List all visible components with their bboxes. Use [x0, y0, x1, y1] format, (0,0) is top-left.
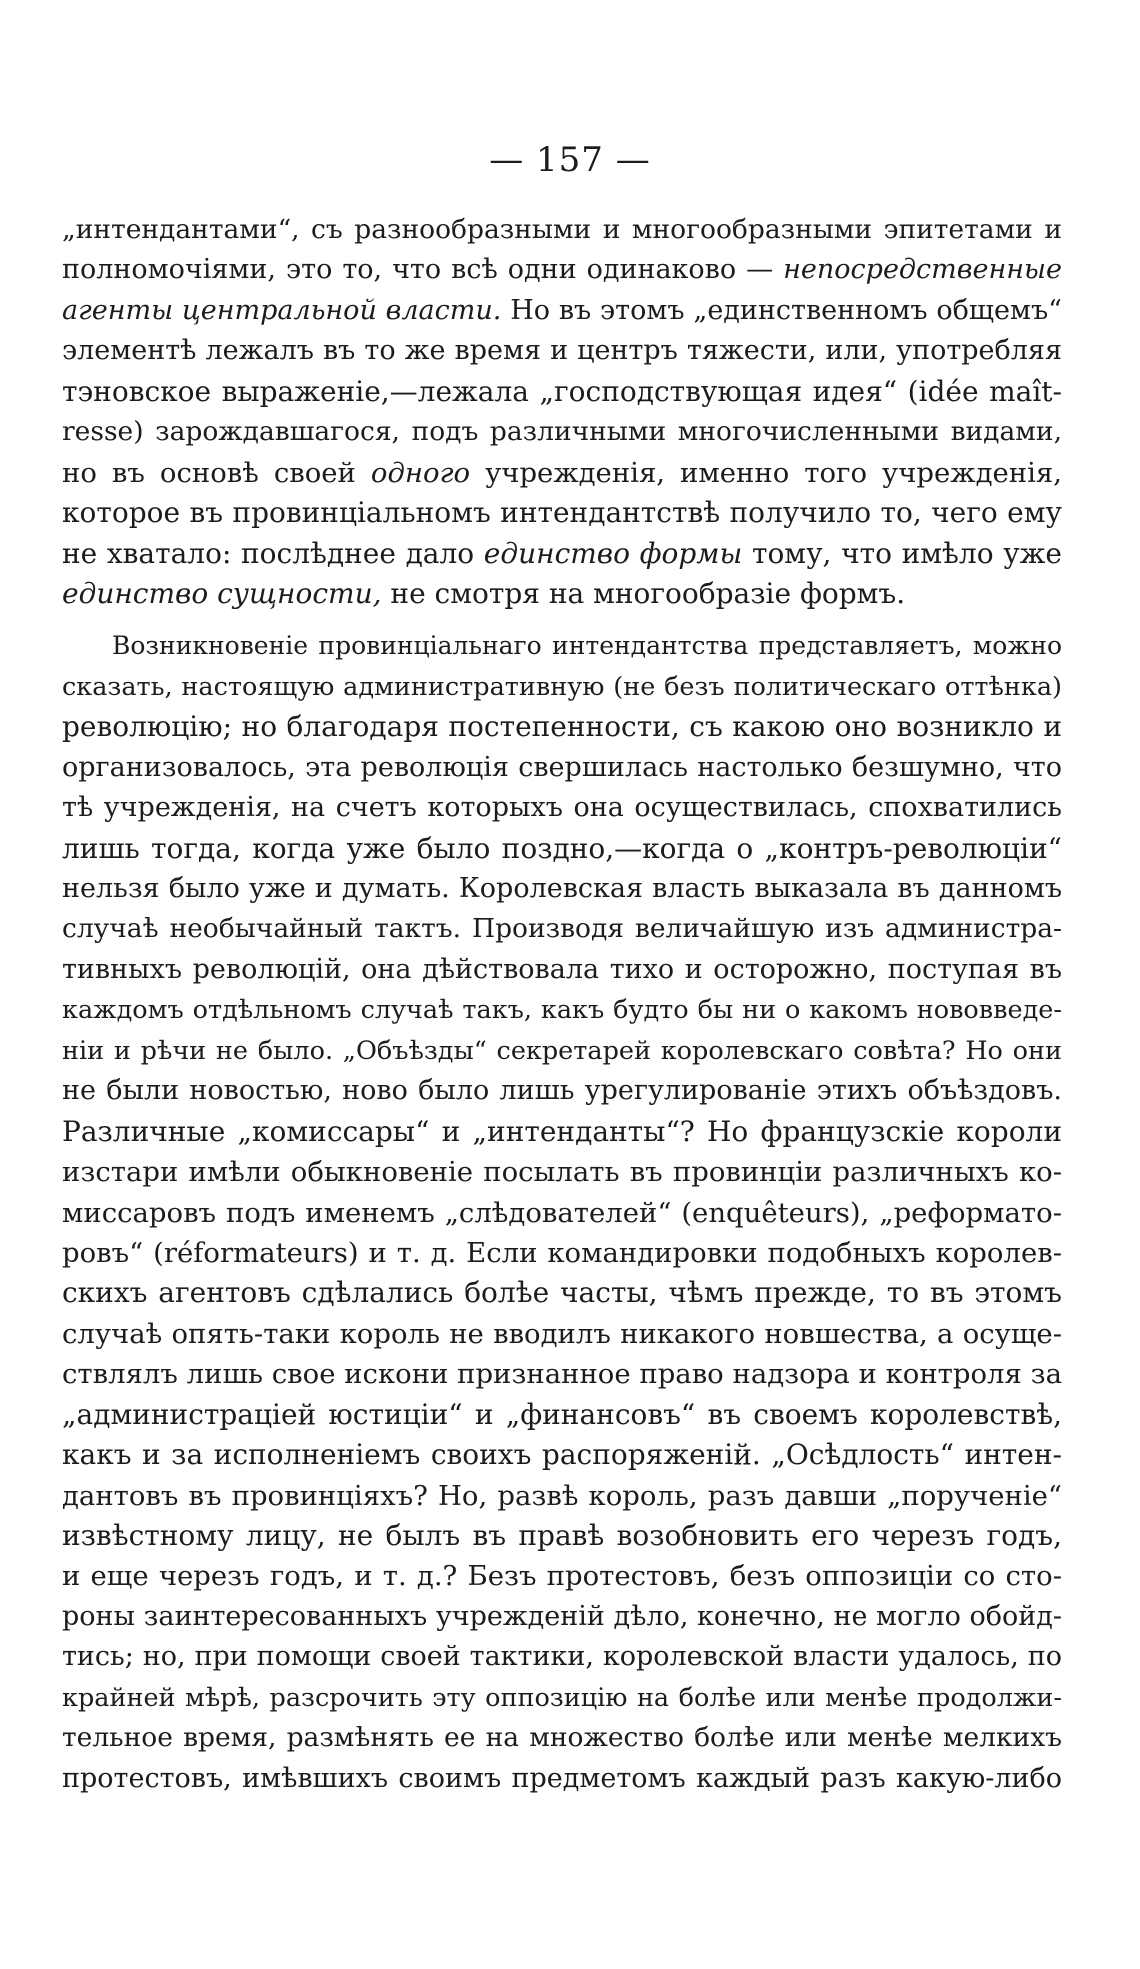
text-line: скихъ агентовъ сдѣлались болѣе часты, чѣмъ прежде, то въ этомъ	[62, 1276, 1062, 1310]
text-line: „администраціей юстиціи“ и „финансовъ“ въ своемъ королевствѣ,	[62, 1397, 1062, 1431]
italic-phrase: одного	[370, 456, 471, 489]
text-line: сказать, настоящую административную (не безъ политическаго оттѣнка)	[62, 671, 1062, 702]
italic-phrase: единство сущности,	[62, 576, 382, 610]
text-line: агенты центральной власти. Но въ этомъ „единственномъ общемъ“	[62, 294, 1062, 326]
paragraph-2	[62, 626, 1062, 1799]
text-line: каждомъ отдѣльномъ случаѣ такъ, какъ будто бы ни о какомъ нововведе-	[62, 995, 1062, 1026]
text-line: какъ и за исполненіемъ своихъ распоряженій. „Осѣдлость“ интен-	[62, 1438, 1062, 1472]
text-line: нельзя было уже и думать. Королевская власть выказала въ данномъ	[62, 873, 1062, 904]
body-text	[62, 210, 1062, 1799]
text-line: элементѣ лежалъ въ то же время и центръ тяжести, или, употребляя	[62, 335, 1062, 367]
italic-phrase: непосредственные	[783, 254, 1062, 286]
italic-phrase: агенты центральной власти.	[62, 294, 502, 326]
italic-phrase: единство формы	[483, 536, 743, 570]
text-line: и еще черезъ годъ, и т. д.? Безъ протестовъ, безъ оппозиціи со сто-	[62, 1560, 1062, 1593]
text-line: тись; но, при помощи своей тактики, королевской власти удалось, по	[62, 1641, 1062, 1673]
page-number: — 157 —	[489, 140, 651, 180]
text-line: тэновское выраженіе,—лежала „господствующая идея“ (idée maît-	[62, 374, 1062, 408]
text-line: случаѣ опять-таки король не вводилъ никакого новшества, а осуще-	[62, 1317, 1062, 1350]
paragraph-1	[62, 210, 1062, 614]
text-line: Различные „комиссары“ и „интенданты“? Но французскіе короли	[62, 1114, 1062, 1148]
text-line: дантовъ въ провинціяхъ? Но, развѣ король, разъ давши „порученіе“	[62, 1479, 1062, 1512]
text-line: случаѣ необычайный тактъ. Производя величайшую изъ администра-	[62, 913, 1062, 945]
text-line: ровъ“ (réformateurs) и т. д. Если командировки подобныхъ королев-	[62, 1236, 1062, 1269]
text-line: Возникновеніе провинціальнаго интендантства представляетъ, можно	[112, 631, 1062, 661]
text-line: лишь тогда, когда уже было поздно,—когда о „контръ-революціи“	[62, 831, 1062, 865]
text-line: но въ основѣ своей одного учрежденія, именно того учрежденія,	[62, 456, 1062, 489]
text-line: революцію; но благодаря постепенности, съ какою оно возникло и	[62, 710, 1062, 744]
text-line: ствлялъ лишь свое искони признанное право надзора и контроля за	[62, 1358, 1062, 1391]
text-line: единство сущности, не смотря на многообразіе формъ.	[62, 576, 906, 610]
text-line: крайней мѣрѣ, разсрочить эту оппозицію на болѣе или менѣе продолжи-	[62, 1682, 1062, 1713]
text-line: ніи и рѣчи не было. „Объѣзды“ секретарей королевскаго совѣта? Но они	[62, 1035, 1062, 1066]
text-line: тельное время, размѣнять ее на множество болѣе или менѣе мелкихъ	[62, 1722, 1062, 1754]
text-line: извѣстному лицу, не былъ въ правѣ возобновить его черезъ годъ,	[62, 1519, 1062, 1552]
text-line: которое въ провинціальномъ интендантствѣ получило то, чего ему	[62, 496, 1062, 530]
text-line: resse) зарождавшагося, подъ различными многочисленными видами,	[62, 416, 1062, 448]
text-line: полномочіями, это то, что всѣ одни одинаково — непосредственные	[62, 254, 1062, 286]
text-line: тѣ учрежденія, на счетъ которыхъ она осуществилась, спохватились	[62, 792, 1062, 824]
text-line: миссаровъ подъ именемъ „слѣдователей“ (enquêteurs), „реформато-	[62, 1196, 1062, 1229]
text-line: тивныхъ революцій, она дѣйствовала тихо и осторожно, поступая въ	[62, 953, 1062, 985]
text-line: изстари имѣли обыкновеніе посылать въ провинціи различныхъ ко-	[62, 1156, 1062, 1189]
text-line: не хватало: послѣднее дало единство формы тому, что имѣло уже	[62, 536, 1062, 570]
text-line: протестовъ, имѣвшихъ своимъ предметомъ каждый разъ какую-либо	[62, 1762, 1062, 1794]
text-line: роны заинтересованныхъ учрежденій дѣло, конечно, не могло обойд-	[62, 1600, 1062, 1632]
text-line: не были новостью, ново было лишь урегулированіе этихъ объѣздовъ.	[62, 1075, 1062, 1107]
text-line: „интендантами“, съ разнообразными и многообразными эпитетами и	[62, 214, 1062, 245]
text-line: организовалось, эта революція свершилась настолько безшумно, что	[62, 751, 1062, 783]
